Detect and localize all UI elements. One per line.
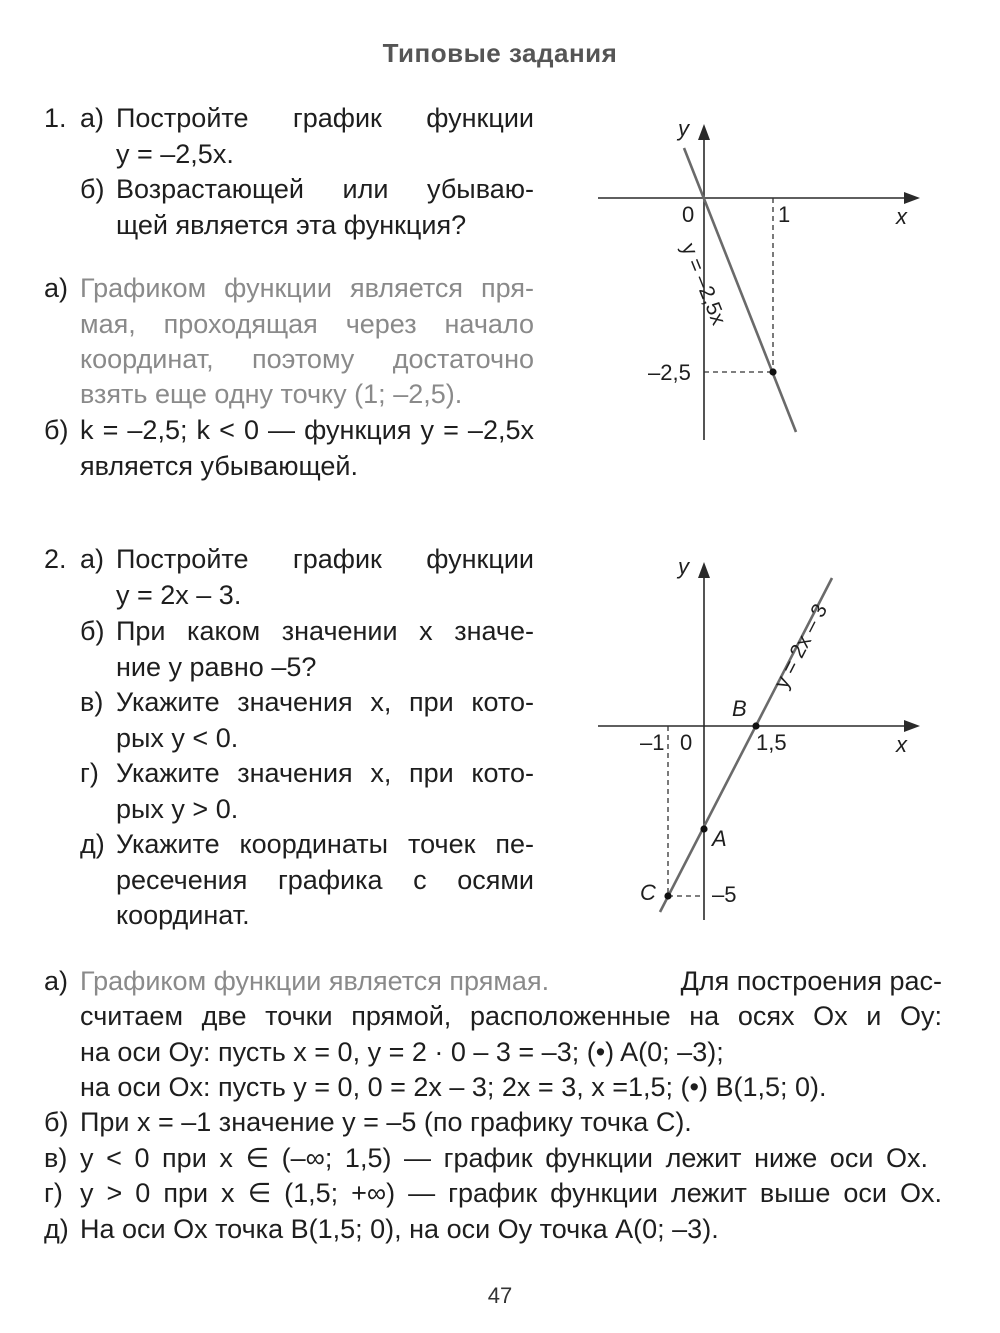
answer2-e-line: На оси Ox точка B(1,5; 0), на оси Oy точка A(0; –3).	[80, 1214, 719, 1244]
graph2-y-label: y	[678, 554, 689, 579]
task2-d-line1: Укажите значения x, при кото-	[116, 758, 534, 788]
graph2-point-a-label: A	[712, 826, 727, 851]
page-number: 47	[487, 1283, 513, 1308]
task1-answer-a-line: мая, проходящая через начало	[80, 309, 534, 339]
answer2-a-line4: на оси Ox: пусть y = 0, 0 = 2x – 3; 2x = 3, x =1,5; (•) B(1,5; 0).	[80, 1072, 827, 1102]
task1-a-line2: y = –2,5x.	[116, 139, 234, 169]
graph2-x-tick-neg-label: –1	[640, 730, 665, 755]
graph2-y-arrow-icon	[698, 562, 710, 578]
answer2-d-line: y > 0 при x ∈ (1,5; +∞) — график функции лежит выше оси Ox.	[80, 1178, 942, 1208]
answer2-d-marker: г)	[44, 1178, 63, 1208]
task2-a-line2: y = 2x – 3.	[116, 580, 242, 610]
answer2-e-marker: д)	[44, 1214, 69, 1244]
task1-answer-a-line: координат, поэтому достаточно	[80, 344, 534, 374]
task1-answer-b-line: k = –2,5; k < 0 — функция y = –2,5x	[80, 415, 534, 445]
task2-e-marker: д)	[80, 829, 105, 859]
answer2-a-line1	[80, 963, 942, 999]
task2-a-line1: Постройте график функции	[116, 544, 534, 574]
task2-a-marker: а)	[80, 544, 105, 574]
task1-b-marker: б)	[80, 174, 105, 204]
graph2-line-label: y = 2x – 3	[770, 600, 833, 693]
task2-c-marker: в)	[80, 687, 104, 717]
task2-c-line1: Укажите значения x, при кото-	[116, 687, 534, 717]
answer2-b-line: При x = –1 значение y = –5 (по графику точка C).	[80, 1107, 692, 1137]
graph2-x-arrow-icon	[904, 720, 920, 732]
graph2-point-b-label: B	[732, 696, 747, 721]
task2-d-marker: г)	[80, 758, 99, 788]
graph2-x-tick-label: 1,5	[756, 730, 787, 755]
graph1-point	[769, 368, 776, 375]
graph2-point-c-label: C	[640, 880, 656, 905]
task1-answer-a-line: взять еще одну точку (1; –2,5).	[80, 379, 463, 409]
graph1-x-label: x	[896, 204, 907, 229]
graph1-x-tick-label: 1	[778, 202, 791, 227]
graph2-x-label: x	[896, 732, 907, 757]
task2-b-marker: б)	[80, 616, 105, 646]
graph1-line-label: y = –2,5x	[676, 240, 731, 329]
task2-e-line: координат.	[116, 900, 250, 930]
graph1	[580, 110, 940, 450]
task2-d-line2: рых y > 0.	[116, 794, 239, 824]
task1-number: 1.	[44, 103, 67, 133]
task2-e-line: ресечения графика с осями	[116, 865, 534, 895]
task1-answer-a-line: Графиком функции является пря-	[80, 273, 534, 303]
task2-b-line2: ние y равно –5?	[116, 652, 317, 682]
answer2-c-marker: в)	[44, 1143, 68, 1173]
graph2-origin-label: 0	[680, 730, 693, 755]
task1-a-line1: Постройте график функции	[116, 103, 534, 133]
answer2-a-rest-text: Для построения рас-	[680, 966, 942, 996]
task1-a-marker: а)	[80, 103, 105, 133]
answer2-b-marker: б)	[44, 1107, 69, 1137]
answer2-a-gray-text: Графиком функции является прямая.	[80, 966, 550, 996]
graph1-origin-label: 0	[682, 202, 695, 227]
graph2-point-c	[664, 892, 671, 899]
graph1-svg	[580, 110, 940, 450]
graph2-point-a	[700, 825, 707, 832]
task1-answer-b-marker: б)	[44, 415, 69, 445]
graph1-x-arrow-icon	[904, 192, 920, 204]
graph2-y-tick-label: –5	[712, 882, 737, 907]
task2-number: 2.	[44, 544, 67, 574]
task2-e-line: Укажите координаты точек пе-	[116, 829, 534, 859]
page-title: Типовые задания	[382, 38, 618, 68]
answer2-a-line3: на оси Oy: пусть x = 0, y = 2 · 0 – 3 = –3; (•) A(0; –3);	[80, 1037, 724, 1067]
task1-answer-b-line: является убывающей.	[80, 451, 359, 481]
task2-b-line1: При каком значении x значе-	[116, 616, 534, 646]
task1-answer-a-marker: а)	[44, 273, 69, 303]
graph2-point-b	[752, 722, 759, 729]
graph1-y-tick-label: –2,5	[648, 360, 691, 385]
task1-b-line2: щей является эта функция?	[116, 210, 467, 240]
task1-b-line1: Возрастающей или убываю-	[116, 174, 534, 204]
answer2-a-line2: считаем две точки прямой, расположенные на осях Ox и Oy:	[80, 1001, 942, 1031]
answer2-a-marker: а)	[44, 966, 69, 996]
task2-c-line2: рых y < 0.	[116, 723, 239, 753]
answer2-c-line: y < 0 при x ∈ (–∞; 1,5) — график функции лежит ниже оси Ox.	[80, 1143, 928, 1173]
graph1-y-label: y	[678, 116, 689, 141]
graph1-y-arrow-icon	[698, 124, 710, 140]
graph2	[580, 550, 940, 930]
